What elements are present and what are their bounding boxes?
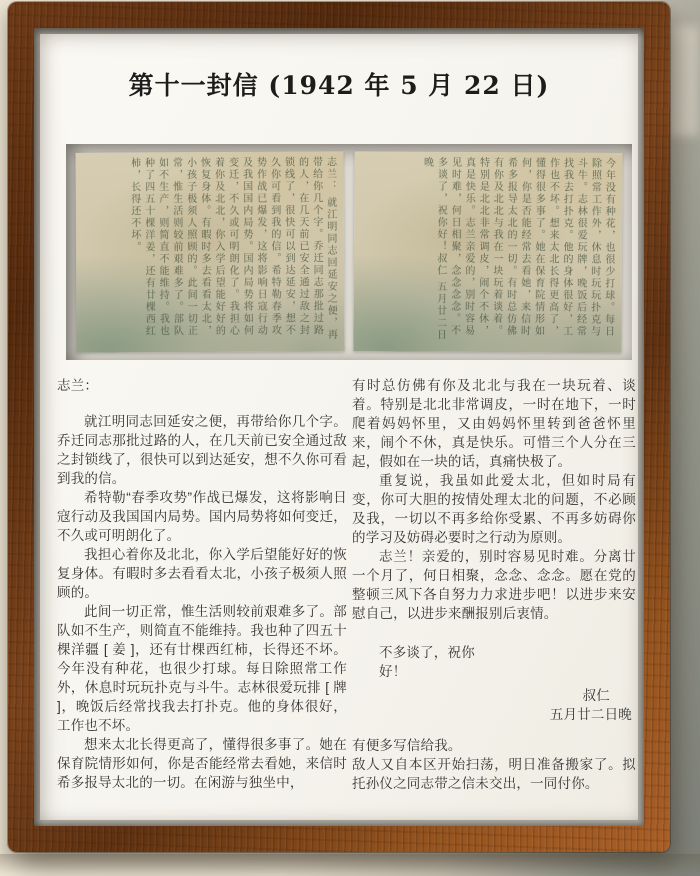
postscript-line: 敌人又自本区开始扫荡，明日准备搬家了。拟托孙仪之同志带之信未交出，一同付你。 bbox=[352, 757, 636, 791]
signature-date: 五月廿二日晚 bbox=[549, 707, 632, 722]
closing-line: 好！ bbox=[379, 664, 407, 679]
frame-drop-shadow bbox=[0, 854, 700, 876]
postscript-line: 有便多写信给我。 bbox=[352, 738, 462, 753]
salutation: 志兰： bbox=[57, 378, 99, 393]
transcription-left-column bbox=[57, 376, 347, 792]
transcription-right-column bbox=[352, 376, 636, 793]
paragraph: 就江明同志回延安之便，再带给你几个字。乔迁同志那批过路的人，在几天前已安全通过敌之封锁线了，很快可以到达延安，想不久你可看到我的信。 bbox=[57, 414, 347, 486]
handwriting-left: 志兰： 就江明同志回延安之便，再带给你几个字。乔迁同志那批过路的人，在几天前已安全通过敌之封锁线了，很快可以到达延安，想不久你可看到我的信。希特勒春季攻势作战已爆发，这将影响日寇行动及我国国内局势。国内局势将如何变迁，不久或可明朗化了。我担心着你及北北，你入学后望能好好的恢复身体。有暇时多去看看太北，小孩子极须人照顾的。此间一切正常，惟生活则较前艰难多了。部队如不生产，则简直不能维持。我也种了四五十棵洋姜，还有廿棵西红柿，长得还不坏。 bbox=[128, 156, 337, 342]
paragraph: 重复说，我虽如此爱太北，但如时局有变，你可大胆的按情处理太北的问题，不必顾及我，一切以不再多给你受累、不再多妨碍你的学习及妨碍必要时之行动为原则。 bbox=[352, 473, 636, 545]
frame-inner-lip bbox=[34, 28, 644, 826]
letter-title: 第十一封信 (1942 年 5 月 22 日) bbox=[128, 71, 550, 100]
signature: 叔仁 bbox=[582, 688, 610, 703]
closing-line: 不多谈了，祝你 bbox=[379, 645, 475, 660]
picture-frame bbox=[8, 2, 670, 852]
paragraph: 此间一切正常，惟生活则较前艰难多了。部队如不生产，则简直不能维持。我也种了四五十棵洋疆 [ 姜 ]，还有廿棵西红柿，长得还不坏。今年没有种花，也很少打球。每日除照常工作外，休息时玩玩扑克与斗牛。志林很爱玩排 [ 牌 ]，晚饭后经常找我去打扑克。他的身体很好，工作也不坏。 bbox=[57, 604, 347, 733]
manuscript-page-left bbox=[75, 151, 344, 352]
mat-board bbox=[40, 34, 638, 820]
manuscript-page-right bbox=[353, 151, 622, 353]
paragraph-continuation: 有时总仿佛有你及北北与我在一块玩着、谈着。特别是北北非常调皮，一时在地下，一时爬着妈妈怀里，又由妈妈怀里转到爸爸怀里来，闹个不休，真是快乐。可惜三个人分在三起，假如在一块的话，真痛快极了。 bbox=[352, 378, 636, 469]
paragraph: 志兰！亲爱的，别时容易见时难。分离廿一个月了，何日相聚，念念、念念。愿在党的整顿三风下各自努力力求进步吧！以进步来安慰自己，以进步来酬报别后衷情。 bbox=[352, 549, 636, 621]
paragraph: 希特勒“春季攻势”作战已爆发，这将影响日寇行动及我国国内局势。国内局势将如何变迁，不久或可明朗化了。 bbox=[57, 490, 347, 543]
paragraph: 我担心着你及北北，你入学后望能好好的恢复身体。有暇时多去看看太北，小孩子极须人照顾的。 bbox=[57, 547, 347, 600]
manuscript-photo bbox=[66, 144, 632, 360]
paragraph: 想来太北长得更高了，懂得很多事了。她在保育院情形如何，你是否能经常去看她，来信时希多报导太北的一切。在闲游与独坐中， bbox=[57, 737, 347, 790]
wall-corner-highlight bbox=[668, 26, 698, 136]
handwriting-right: 今年没有种花，也很少打球。每日除照常工作外，休息时玩玩扑克与斗牛。志林很爱玩牌，晚饭后经常找我去打扑克。他的身体很好，工作也不坏。想来太北长得更高了，懂得很多事了。她在保育院情形如何，你是否能经常去看她，来信时希多报导太北的一切。有时总仿佛有你及北北与我在一块玩着谈着。特别是北北非常调皮，闹个不休，真是快乐。志兰亲爱的，别时容易见时难，何日相聚，念念念念。不多谈了，祝你好！叔仁 五月廿二日晚 bbox=[421, 156, 615, 342]
